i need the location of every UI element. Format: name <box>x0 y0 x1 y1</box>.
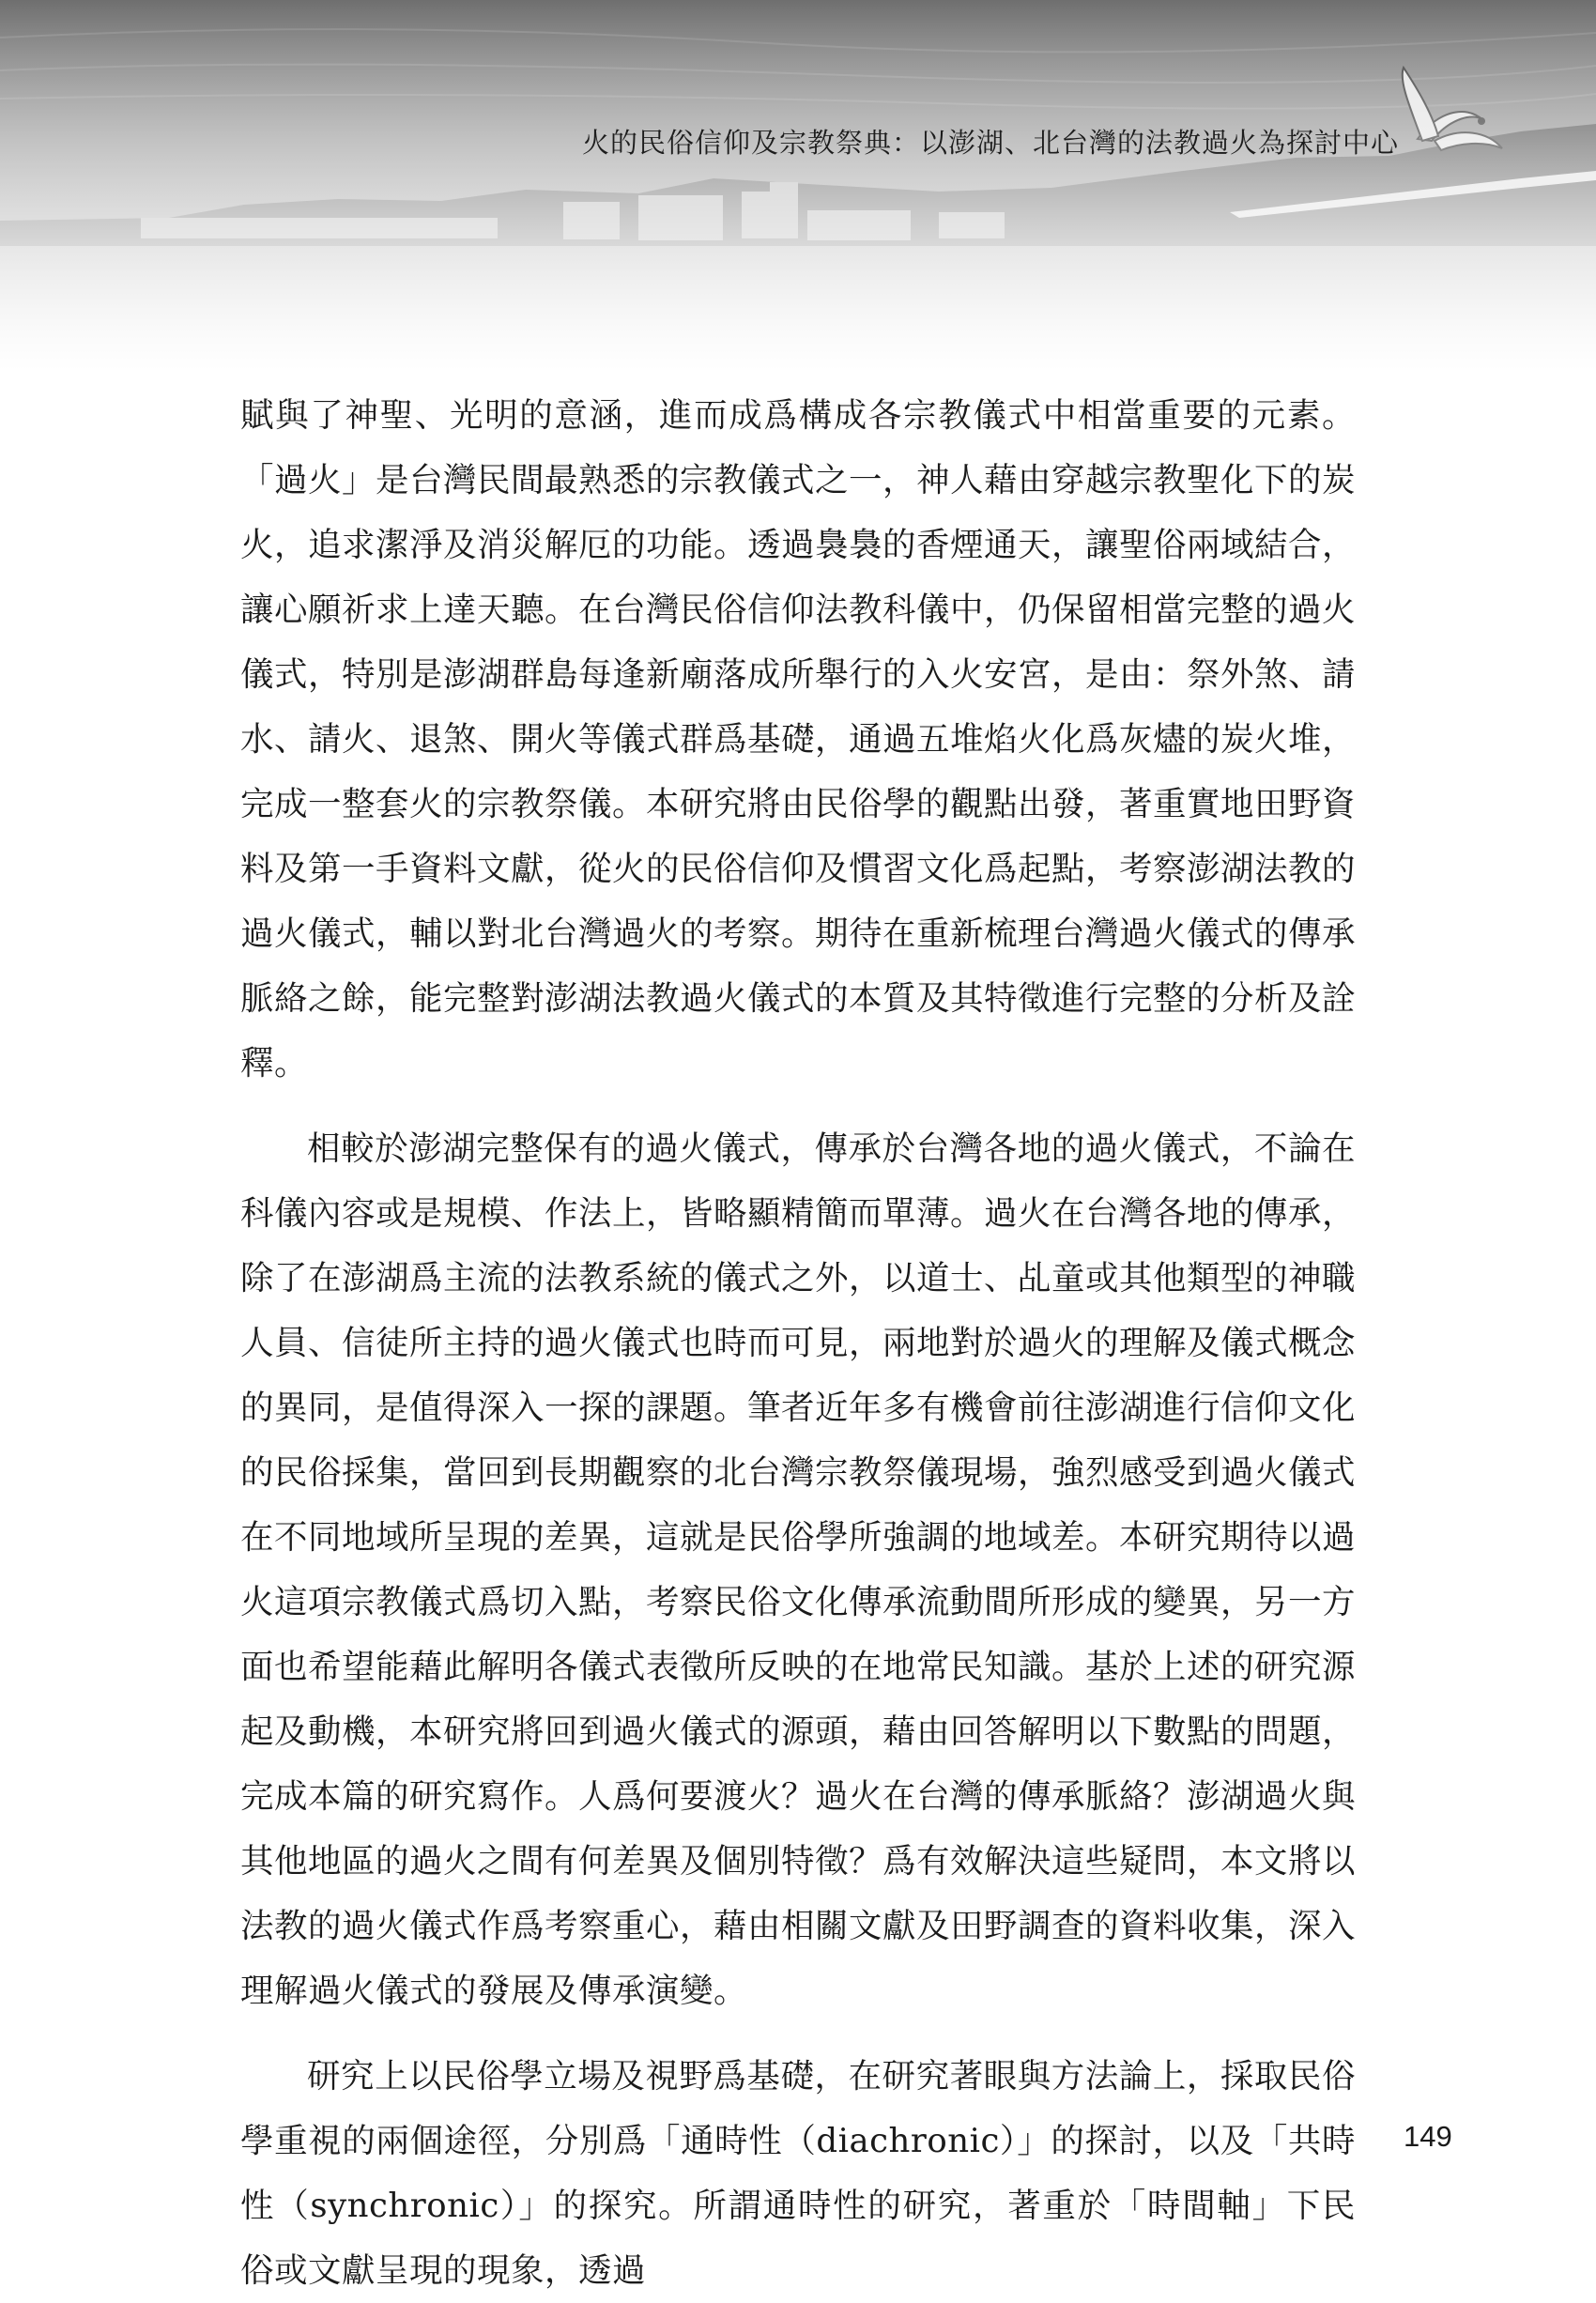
header-banner <box>0 0 1596 371</box>
page-number: 149 <box>1404 2120 1452 2153</box>
article-body <box>240 383 1356 2303</box>
seascape-photo <box>0 0 1596 371</box>
body-paragraph: 研究上以民俗學立場及視野爲基礎，在研究著眼與方法論上，採取民俗學重視的兩個途徑，分別爲「通時性（diachronic）」的探討，以及「共時性（synchronic）」的探究。所謂通時性的研究，著重於「時間軸」下民俗或文獻呈現的現象，透過 <box>240 2057 1356 2290</box>
running-title: 火的民俗信仰及宗教祭典：以澎湖、北台灣的法教過火為探討中心 <box>581 127 1399 159</box>
body-paragraph: 相較於澎湖完整保有的過火儀式，傳承於台灣各地的過火儀式，不論在科儀內容或是規模、作法上，皆略顯精簡而單薄。過火在台灣各地的傳承，除了在澎湖爲主流的法教系統的儀式之外，以道士、乩童或其他類型的神職人員、信徒所主持的過火儀式也時而可見，兩地對於過火的理解及儀式概念的異同，是值得深入一探的課題。筆者近年多有機會前往澎湖進行信仰文化的民俗採集，當回到長期觀察的北台灣宗教祭儀現場，強烈感受到過火儀式在不同地域所呈現的差異，這就是民俗學所強調的地域差。本研究期待以過火這項宗教儀式爲切入點，考察民俗文化傳承流動間所形成的變異，另一方面也希望能藉此解明各儀式表徵所反映的在地常民知識。基於上述的研究源起及動機，本研究將回到過火儀式的源頭，藉由回答解明以下數點的問題，完成本篇的研究寫作。人爲何要渡火？過火在台灣的傳承脈絡？澎湖過火與其他地區的過火之間有何差異及個別特徵？爲有效解決這些疑問，本文將以法教的過火儀式作爲考察重心，藉由相關文獻及田野調查的資料收集，深入理解過火儀式的發展及傳承演變。 <box>240 1129 1357 2010</box>
body-paragraph: 賦與了神聖、光明的意涵，進而成爲構成各宗教儀式中相當重要的元素。「過火」是台灣民間最熟悉的宗教儀式之一，神人藉由穿越宗教聖化下的炭火，追求潔淨及消災解厄的功能。透過裊裊的香煙通天，讓聖俗兩域結合，讓心願祈求上達天聽。在台灣民俗信仰法教科儀中，仍保留相當完整的過火儀式，特別是澎湖群島每逢新廟落成所舉行的入火安宮，是由：祭外煞、請水、請火、退煞、開火等儀式群爲基礎，通過五堆焰火化爲灰燼的炭火堆，完成一整套火的宗教祭儀。本研究將由民俗學的觀點出發，著重實地田野資料及第一手資料文獻，從火的民俗信仰及慣習文化爲起點，考察澎湖法教的過火儀式，輔以對北台灣過火的考察。期待在重新梳理台灣過火儀式的傳承脈絡之餘，能完整對澎湖法教過火儀式的本質及其特徵進行完整的分析及詮釋。 <box>240 396 1357 1082</box>
